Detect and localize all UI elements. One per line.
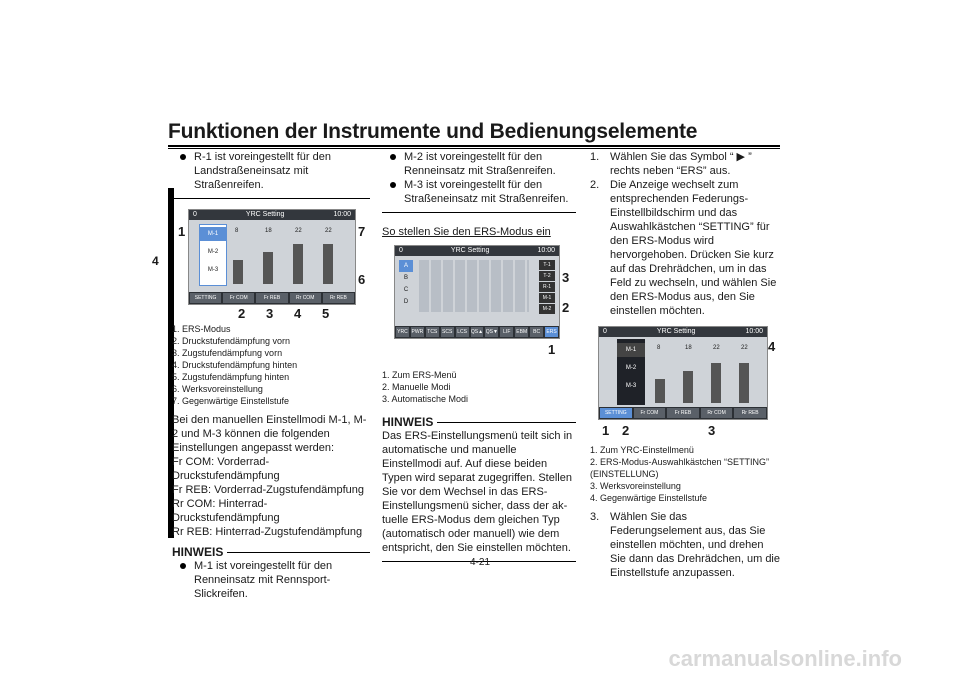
step-1: 1. Wählen Sie das Symbol “ ▶ ” rechts neben “ERS” aus. bbox=[590, 151, 752, 177]
callout-6: 6 bbox=[358, 272, 366, 287]
legend-2: 1. Zum ERS-Menü 2. Manuelle Modi 3. Automatische Modi bbox=[382, 370, 469, 404]
rr-reb-button[interactable]: Rr REB bbox=[734, 408, 766, 418]
fr-reb-button[interactable]: Fr REB bbox=[256, 293, 287, 303]
column-3 bbox=[590, 150, 780, 580]
screen-button-row bbox=[395, 326, 559, 338]
mode-m1[interactable]: M-1 bbox=[200, 227, 226, 241]
value-fr-com: 8 bbox=[657, 345, 661, 351]
bar-rr-com bbox=[293, 244, 303, 284]
callout-3: 3 bbox=[562, 270, 570, 285]
separator bbox=[172, 198, 370, 199]
watermark: carmanualsonline.info bbox=[668, 646, 902, 671]
callout-1: 1 bbox=[548, 342, 556, 357]
bullet-r1: R-1 ist voreingestellt für den Landstraßeneinsatz mit Straßenreifen. bbox=[172, 150, 370, 192]
figure-ers-menu bbox=[382, 245, 576, 369]
pwr-button[interactable]: PWR bbox=[411, 329, 424, 335]
hinweis-heading: HINWEIS bbox=[172, 545, 370, 559]
step-2: 2. Die Anzeige wechselt zum entsprechenden Federungs-Einstellbildschirm und das Auswahlkästchen “SETTING” für den ERS-Modus wird hervorgehoben. Drücken Sie kurz auf das Drehrädchen, um in das Feld zu wechseln, und wählen Sie den ERS-Modus aus, den Sie einstellen möchten. bbox=[590, 179, 777, 317]
bullet-dot bbox=[390, 154, 396, 160]
fr-reb-button[interactable]: Fr REB bbox=[667, 408, 699, 418]
ers-subheading: So stellen Sie den ERS-Modus ein bbox=[382, 226, 551, 238]
bar-rr-reb bbox=[739, 363, 749, 403]
yrc-button[interactable]: YRC bbox=[397, 329, 408, 335]
callout-5: 5 bbox=[322, 306, 330, 321]
mode-m2[interactable]: M-2 bbox=[207, 249, 219, 255]
bar-fr-reb bbox=[263, 252, 273, 284]
bullet-m1: M-1 ist voreingestellt für den Renneinsatz mit Rennsport-Slickreifen. bbox=[172, 559, 370, 601]
scs-button[interactable]: SCS bbox=[442, 329, 453, 335]
def-fr-com: Fr COM: Vorderrad-Druckstufendämpfung bbox=[172, 456, 280, 482]
setting-button[interactable]: SETTING bbox=[190, 293, 221, 303]
callout-2: 2 bbox=[562, 300, 570, 315]
lif-button[interactable]: LIF bbox=[500, 327, 513, 337]
chapter-tab-number: 4 bbox=[152, 254, 159, 268]
def-rr-reb: Rr REB: Hinterrad-Zugstufendämpfung bbox=[172, 526, 363, 538]
bullet-m3: M-3 ist voreingestellt für den Straßeneinsatz mit Straßenreifen. bbox=[382, 178, 576, 206]
callout-1: 1 bbox=[602, 423, 610, 438]
screen-topbar: 0 YRC Setting 10:00 bbox=[189, 210, 355, 220]
bc-button[interactable]: BC bbox=[530, 327, 543, 337]
mode-m2[interactable]: M-2 bbox=[625, 365, 637, 371]
bullet-m2: M-2 ist voreingestellt für den Renneinsatz mit Straßenreifen. bbox=[382, 150, 576, 178]
callout-4: 4 bbox=[294, 306, 302, 321]
screen-button-row bbox=[189, 292, 355, 304]
bar-fr-com bbox=[233, 260, 243, 284]
value-rr-com: 22 bbox=[295, 228, 302, 234]
rr-reb-button[interactable]: Rr REB bbox=[323, 293, 354, 303]
setting-button[interactable]: SETTING bbox=[600, 408, 632, 418]
rr-com-button[interactable]: Rr COM bbox=[701, 408, 733, 418]
bullet-dot bbox=[180, 154, 186, 160]
page-number: 4-21 bbox=[469, 557, 490, 568]
screen-topbar: 0 YRC Setting 10:00 bbox=[395, 246, 559, 256]
figure-ers-mode bbox=[172, 205, 370, 323]
def-rr-com: Rr COM: Hinterrad-Druckstufendämpfung bbox=[172, 498, 280, 524]
setting-grid bbox=[419, 260, 529, 312]
mode-list bbox=[617, 339, 645, 405]
qs-up-button[interactable]: QS▲ bbox=[470, 329, 484, 335]
figure-setting-select bbox=[590, 326, 780, 444]
qs-down-button[interactable]: QS▼ bbox=[485, 329, 498, 335]
value-rr-reb: 22 bbox=[741, 345, 748, 351]
page-title: Funktionen der Instrumente und Bedienungselemente bbox=[168, 120, 698, 143]
row-labels: A B C D bbox=[399, 260, 413, 308]
bar-rr-com bbox=[711, 363, 721, 403]
hinweis-heading: HINWEIS bbox=[382, 415, 576, 429]
value-fr-reb: 18 bbox=[685, 345, 692, 351]
def-fr-reb: Fr REB: Vorderrad-Zugstufendämpfung bbox=[172, 484, 364, 496]
ers-mode-list: T-1 T-2 R-1 M-1 M-2 bbox=[539, 260, 555, 314]
mode-m1[interactable]: M-1 bbox=[617, 343, 645, 357]
value-fr-com: 8 bbox=[235, 228, 239, 234]
manual-modes-paragraph: Bei den manuellen Einstellmodi M-1, M-2 und M-3 können die folgenden Einstellungen angepasst werden: bbox=[172, 414, 367, 454]
callout-7: 7 bbox=[358, 224, 366, 239]
mode-list bbox=[199, 224, 227, 286]
value-fr-reb: 18 bbox=[265, 228, 272, 234]
fr-com-button[interactable]: Fr COM bbox=[634, 408, 666, 418]
step-3: 3. Wählen Sie das Federungselement aus, das Sie einstellen möchten, und drehen Sie dann das Drehrädchen, um die Einstellstufe anzupassen. bbox=[590, 511, 780, 579]
hinweis-text: Das ERS-Einstellungsmenü teilt sich in automatische und manuelle Einstellmodi auf. Auf diese beiden Typen wird separat zugegriffen. Stellen Sie vor dem Wechsel in das ERS-Einstellungsmenü sicher, dass der aktuelle ERS-Modus dem gleichen Typ (automatisch oder manuell) wie dem entspricht, den Sie einstellen möchten. bbox=[382, 430, 573, 554]
separator bbox=[382, 212, 576, 213]
bullet-dot bbox=[390, 182, 396, 188]
value-rr-reb: 22 bbox=[325, 228, 332, 234]
callout-4: 4 bbox=[768, 339, 776, 354]
tcs-button[interactable]: TCS bbox=[427, 329, 438, 335]
callout-3: 3 bbox=[266, 306, 274, 321]
callout-2: 2 bbox=[238, 306, 246, 321]
ers-button[interactable]: ERS bbox=[546, 329, 557, 335]
header-rule bbox=[168, 145, 780, 147]
column-2 bbox=[382, 150, 576, 568]
yrc-screen bbox=[188, 209, 356, 305]
value-rr-com: 22 bbox=[713, 345, 720, 351]
callout-2: 2 bbox=[622, 423, 630, 438]
bar-rr-reb bbox=[323, 244, 333, 284]
screen-button-row bbox=[599, 407, 767, 419]
legend-3: 1. Zum YRC-Einstellmenü 2. ERS-Modus-Auswahlkästchen “SETTING” (EINSTELLUNG) 3. Werksvoreinstellung 4. Gegenwärtige Einstellstufe bbox=[590, 445, 770, 503]
mode-m3[interactable]: M-3 bbox=[625, 383, 637, 389]
yrc-setting-screen bbox=[598, 326, 768, 420]
header-rule-thin bbox=[168, 148, 780, 149]
column-1 bbox=[172, 150, 370, 601]
rr-com-button[interactable]: Rr COM bbox=[290, 293, 321, 303]
ebm-button[interactable]: EBM bbox=[516, 329, 528, 335]
mode-m3[interactable]: M-3 bbox=[207, 267, 219, 273]
legend-1: 1. ERS-Modus 2. Druckstufendämpfung vorn 3. Zugstufendämpfung vorn 4. Druckstufendämpfung hinten 5. Zugstufendämpfung hinten 6. Werksvoreinstellung 7. Gegenwärtige Einstellstufe bbox=[172, 324, 298, 406]
lcs-button[interactable]: LCS bbox=[457, 329, 467, 335]
yrc-menu-screen bbox=[394, 245, 560, 339]
fr-com-button[interactable]: Fr COM bbox=[223, 293, 254, 303]
callout-3: 3 bbox=[708, 423, 716, 438]
screen-topbar: 0 YRC Setting 10:00 bbox=[599, 327, 767, 337]
callout-1: 1 bbox=[178, 224, 186, 239]
bar-fr-com bbox=[655, 379, 665, 403]
bar-fr-reb bbox=[683, 371, 693, 403]
